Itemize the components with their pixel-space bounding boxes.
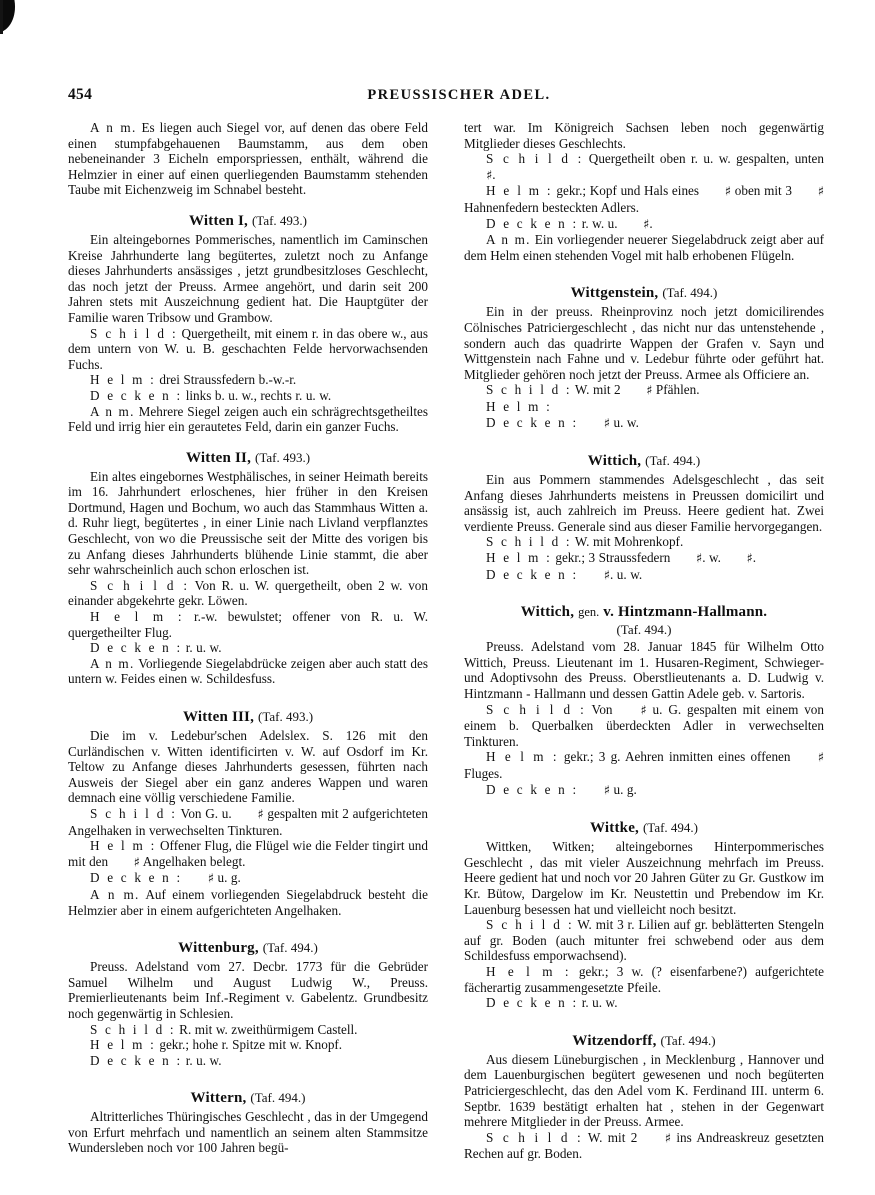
sable-glyph-icon: ♯ (133, 855, 140, 871)
helm-label: H e l m : (486, 183, 553, 199)
schild-text-pre: W. mit 2 (582, 1129, 643, 1145)
entry-helm (464, 399, 824, 415)
helm-text-post: Angelhaken belegt. (139, 853, 246, 869)
right-column (464, 120, 824, 1162)
body-columns (68, 120, 824, 1162)
helm-text: r.-w. bewulstet; offener von R. u. W. quergetheilter Flug. (68, 609, 428, 640)
entry-name: Wittke, (589, 820, 640, 837)
helm-label: H e l m : (486, 398, 552, 414)
anm-text: Mehrere Siegel zeigen auch ein schrägrechtsgetheiltes Feld und irrig hier ein gerautetes Feld, darin ein ganzer Fuchs. (68, 403, 428, 435)
helm-label: H e l m : (486, 550, 552, 566)
entry-body: Aus diesem Lüneburgischen , in Mecklenburg , Hannover und dem Lauenburgischen begütert gewesenen und noch begüterten Patriciergeschlecht, das den Adel vom K. Ferdinand III. unterm 6. Septbr. 1639 bestätigt erhalten hat , stehen in der Gegenwart mehrere Mitglieder in der Preuss. Armee. (464, 1051, 824, 1130)
schild-text-post: u. G. gespalten mit einem von einem b. Querbalken überdeckten Adler in verwechselten Tinkturen. (464, 701, 824, 749)
entry-name: Wittgenstein, (570, 285, 659, 302)
entry-name: Witten III, (182, 709, 255, 725)
decken-text: links b. u. w., rechts r. u. w. (182, 387, 332, 403)
sable-glyph-icon: ♯ (664, 1131, 671, 1147)
schild-label: S c h i l d : (486, 151, 584, 167)
decken-label: D e c k e n : (90, 640, 183, 656)
sable-glyph-icon: ♯ (603, 568, 611, 584)
helm-label: H e l m : (90, 372, 156, 388)
sable-glyph-icon: ♯ (724, 184, 732, 200)
entry-name: Wittich, (520, 604, 575, 621)
entry-decken (464, 567, 824, 584)
anm-paragraph (68, 120, 428, 198)
entry-anm (68, 404, 428, 435)
entry-helm (464, 749, 824, 781)
schild-label: S c h i l d : (486, 382, 572, 398)
entry-body: Ein alteingebornes Pommerisches, namentlich im Caminschen Kreise Jahrhunderte lang begütertes, zuletzt noch zu Anfange dieses Jahrhunderts ansässiges , jetzt grundbesitzloses Geschlecht, das noch jetzt der Preuss. Armee angehört, und darin seit 200 Jahren stets mit Auszeichnung gedient hat. Die Hauptgüter der Familie waren Tribsow und Grambow. (68, 231, 428, 325)
scan-edge-artifact (0, 0, 3, 34)
helm-text-mid: oben mit 3 (731, 183, 796, 199)
entry-heading-witzendorff (464, 1031, 824, 1051)
helm-text: gekr.; 3 w. (? eisenfarbene?) aufgerichtete fächerartig zusammengesetzte Pfeile. (464, 963, 824, 995)
entry-schild (464, 382, 824, 399)
schild-label: S c h i l d : (90, 577, 190, 593)
entry-schild (68, 578, 428, 609)
entry-taf: (Taf. 494.) (642, 820, 699, 836)
anm-text: Auf einem vorliegenden Siegelabdruck besteht die Helmzier aber in einem aufgerichteten Angelhaken. (68, 886, 428, 918)
schild-label: S c h i l d : (486, 534, 572, 550)
entry-decken (464, 415, 824, 432)
entry-schild (68, 1022, 428, 1038)
page-number: 454 (68, 86, 93, 103)
entry-taf: (Taf. 493.) (254, 449, 311, 465)
decken-text: r. u. w. (182, 1052, 222, 1068)
sable-glyph-icon: ♯ (257, 807, 264, 823)
entry-name: Witten I, (188, 212, 249, 229)
sable-glyph-icon: ♯ (640, 703, 647, 719)
entry-decken (464, 995, 824, 1011)
entry-name-alt: v. Hintzmann-Hallmann. (603, 604, 768, 621)
entry-taf: (Taf. 494.) (250, 1090, 306, 1106)
helm-label: H e l m : (90, 609, 184, 625)
entry-heading-witten-ii (68, 448, 428, 468)
sable-glyph-icon: ♯ (695, 551, 703, 567)
entry-body: Preuss. Adelstand vom 27. Decbr. 1773 für die Gebrüder Samuel Wilhelm und August Ludwig W., Preuss. Premierlieutenants beim Inf.-Regiment v. Gabelentz. Grundbesitz noch gegenwärtig in Schlesien. (68, 959, 428, 1021)
entry-name: Wittern, (190, 1090, 247, 1107)
schild-label: S c h i l d : (90, 325, 178, 341)
schild-label: S c h i l d : (486, 1129, 583, 1145)
helm-text-post: Fluges. (464, 766, 503, 781)
helm-text-pre: gekr.; Kopf und Hals eines (552, 183, 703, 199)
continuation-schild (464, 151, 824, 183)
sable-glyph-icon: ♯ (817, 184, 824, 200)
schild-text: W. mit 3 r. Lilien auf gr. beblätterten Stengeln auf gr. Boden (auch mitunter frei schwebend oder aus dem Schildesfuss emporwachsend). (464, 917, 824, 964)
schild-label: S c h i l d : (486, 917, 574, 933)
sable-glyph-icon: ♯ (603, 783, 611, 799)
entry-decken (68, 388, 428, 404)
decken-label: D e c k e n : (486, 781, 579, 797)
entry-name: Witzendorff, (572, 1032, 657, 1049)
helm-label: H e l m : (90, 838, 157, 854)
anm-label: A n m. (486, 232, 531, 248)
anm-label: A n m. (90, 403, 135, 419)
entry-gen-label: gen. (578, 605, 600, 620)
entry-heading-wittke (464, 818, 824, 838)
decken-text-post: . u. w. (610, 566, 643, 582)
schild-text: Von R. u. W. quergetheilt, oben 2 w. von einander abgekehrte gekr. Löwen. (68, 577, 428, 609)
decken-text-post: u. g. (610, 781, 637, 797)
schild-text: W. mit Mohrenkopf. (571, 534, 684, 550)
sable-glyph-icon: ♯ (817, 750, 824, 766)
entry-helm (68, 609, 428, 640)
entry-body: Ein in der preuss. Rheinprovinz noch jetzt domicilirendes Cölnisches Patriciergeschlecht , das nicht nur das untenstehende , sondern auch das quadrirte Wappen der Grafen v. Sayn und Wittgenstein nach Fahne und v. Ledebur führte oder geführt hat. Mitglieder gehören noch jetzt der Preuss. Armee als Officiere an. (464, 304, 824, 382)
entry-name: Wittenburg, (178, 940, 259, 957)
entry-taf: (Taf. 494.) (660, 1032, 716, 1048)
entry-helm (464, 964, 824, 995)
helm-text-pre: gekr.; 3 Straussfedern (551, 550, 674, 566)
entry-anm (68, 887, 428, 918)
sable-glyph-icon: ♯ (207, 871, 215, 887)
entry-schild (464, 1130, 824, 1162)
helm-label: H e l m : (90, 1037, 156, 1053)
entry-heading-witten-i (68, 211, 428, 231)
decken-text-pre: r. w. u. (578, 215, 622, 231)
anm-text: Vorliegende Siegelabdrücke zeigen aber auch statt des untern w. Feides einen w. Schildesfuss. (68, 655, 428, 687)
decken-label: D e c k e n : (486, 566, 579, 582)
entry-body: Die im v. Ledebur'schen Adelslex. S. 126 mit den Curländischen v. Witten identificirten v. W. auf Osdorf im Kr. Teltow zu Anfange dieses Jahrhunderts gesessen, führten nach Ausweis der Siegel aber ein ganz anderes Wappen und waren demnach eine völlig verschiedene Familie. (68, 728, 428, 806)
schild-text-post: Pfählen. (652, 382, 700, 398)
sable-glyph-icon: ♯ (486, 168, 493, 184)
helm-text: gekr.; hohe r. Spitze mit w. Knopf. (155, 1037, 343, 1053)
continuation-helm (464, 183, 824, 215)
entry-taf: (Taf. 494.) (645, 453, 701, 469)
entry-decken (464, 782, 824, 799)
helm-text-mid: . w. (702, 550, 725, 566)
entry-taf: (Taf. 494.) (662, 285, 718, 301)
schild-text-pre: Quergetheilt oben r. u. w. gespalten, unten (583, 151, 825, 167)
decken-text-post: u. g. (214, 870, 241, 886)
schild-label: S c h i l d : (486, 701, 586, 717)
entry-schild (68, 326, 428, 373)
schild-text-post: gespalten mit 2 aufgerichteten Angelhaken in verwechselten Tinkturen. (68, 805, 428, 838)
entry-taf: (Taf. 494.) (616, 622, 672, 638)
entry-schild (464, 702, 824, 750)
schild-text-post: ins Andreaskreuz gesetzten Rechen auf gr. Boden. (464, 1129, 824, 1162)
entry-heading-wittich-hintzmann-hallmann (464, 603, 824, 622)
schild-label: S c h i l d : (90, 805, 178, 821)
entry-helm (68, 838, 428, 870)
continuation-decken (464, 216, 824, 233)
helm-label: H e l m : (486, 963, 571, 979)
continuation-paragraph: tert war. Im Königreich Sachsen leben noch gegenwärtig Mitglieder dieses Geschlechts. (464, 120, 824, 151)
entry-schild (464, 917, 824, 964)
page-header-title: PREUSSISCHER ADEL. (367, 87, 551, 103)
helm-text-post: Hahnenfedern besteckten Adlers. (464, 199, 640, 215)
decken-label: D e c k e n : (486, 215, 579, 231)
decken-label: D e c k e n : (486, 414, 579, 430)
sable-glyph-icon: ♯ (603, 416, 611, 431)
entry-helm (68, 1037, 428, 1053)
sable-glyph-icon: ♯ (643, 217, 650, 233)
entry-anm (68, 656, 428, 687)
sable-glyph-icon: ♯ (646, 383, 653, 399)
entry-body: Altritterliches Thüringisches Geschlecht , das in der Umgegend von Erfurt mehrfach und namentlich an seinem alten Stammsitze Wundersleben noch vor 100 Jahren begü- (68, 1109, 428, 1156)
entry-heading-wittgenstein (464, 283, 824, 303)
schild-text-pre: Von G. u. (177, 805, 236, 821)
schild-label: S c h i l d : (90, 1021, 176, 1037)
helm-text-post: . (752, 550, 757, 566)
entry-body: Ein aus Pommern stammendes Adelsgeschlecht , das seit Anfang dieses Jahrhunderts meistens in Preussen domicilirt und ansässig ist, auch zahlreich im Preuss. Heere gedient hat. Zwei verdiente Preuss. Generale sind aus dieser Familie hervorgegangen. (464, 472, 824, 534)
decken-text: r. u. w. (182, 640, 222, 656)
decken-label: D e c k e n : (90, 870, 183, 886)
entry-heading-wittich (464, 451, 824, 471)
schild-text-post: . (492, 166, 496, 182)
anm-text: Es liegen auch Siegel vor, auf denen das obere Feld einen stumpfabgehauenen Baumstamm, aus dem oben nebeneinander 3 Eicheln emporspriessen, enthält, während die Helmzier in einer auf einen querliegenden Baumstamm stehenden Taube mit Eichenzweig im Schnabel besteht. (68, 120, 428, 198)
helm-text-pre: Offener Flug, die Flügel wie die Felder tingirt und mit den (68, 838, 428, 869)
entry-taf: (Taf. 494.) (262, 940, 318, 956)
decken-text: r. u. w. (578, 995, 618, 1011)
anm-label: A n m. (90, 655, 135, 671)
left-column (68, 120, 428, 1162)
schild-text-pre: W. mit 2 (571, 382, 625, 398)
entry-decken (68, 640, 428, 656)
entry-heading-witten-iii (68, 707, 428, 727)
anm-label: A n m. (90, 886, 140, 902)
decken-label: D e c k e n : (486, 995, 579, 1011)
schild-text: R. mit w. zweithürmigem Castell. (175, 1021, 358, 1037)
decken-text-post: u. w. (610, 414, 639, 430)
entry-helm (464, 550, 824, 567)
entry-body: Ein altes eingebornes Westphälisches, in seiner Heimath bereits im 16. Jahrhundert erloschenes, hier früher in den Kreisen Dortmund, Hagen und Bochum, wo auch das Stammhaus Witten a. d. Ruhr liegt, begütertes , in einer Linie nach Livland verpflanztes Geschlecht, von wo die Preussische seit der Mitte des vorigen bis zu Anfang dieses Jahrhunderts blühende Linie stammt, die aber sehr wahrscheinlich auch schon erloschen ist. (68, 468, 428, 578)
helm-text-pre: gekr.; 3 g. Aehren inmitten eines offenen (558, 749, 796, 765)
anm-label: A n m. (90, 120, 137, 135)
entry-body: Wittken, Witken; alteingebornes Hinterpommerisches Geschlecht , das mit vieler Auszeichnung mehrfach im Preuss. Heere gedient hat und noch vor 20 Jahren Güter zu Gr. Gustkow im Kr. Bütow, Dargelow im Kr. Neustettin und Prebendow im Kr. Lauenburg besessen hat und vielleicht noch besitzt. (464, 839, 824, 917)
schild-text-pre: Von (585, 701, 619, 717)
schild-text: Quergetheilt, mit einem r. in das obere w., aus dem untern von W. u. B. geschachten Felde hervorwachsenden Fuchs. (68, 325, 428, 372)
entry-name: Wittich, (587, 453, 642, 470)
entry-taf: (Taf. 493.) (251, 212, 308, 228)
entry-name: Witten II, (185, 449, 252, 466)
entry-heading-wittenburg (68, 938, 428, 958)
running-head (68, 86, 824, 108)
entry-body: Preuss. Adelstand vom 28. Januar 1845 für Wilhelm Otto Wittich, Preuss. Lieutenant im 1. Husaren-Regiment, Schwieger- und Adoptivsohn des Preuss. Oberstlieutenants a. D. Ludwig v. Hintzmann - Hallmann und dessen Gattin Adele geb. v. Sartoris. (464, 639, 824, 702)
entry-decken (68, 1053, 428, 1069)
entry-helm (68, 372, 428, 388)
decken-label: D e c k e n : (90, 387, 183, 403)
decken-text-post: . (649, 215, 653, 231)
helm-text: drei Straussfedern b.-w.-r. (155, 372, 297, 388)
decken-label: D e c k e n : (90, 1052, 183, 1068)
sable-glyph-icon: ♯ (746, 551, 753, 567)
entry-taf: (Taf. 493.) (258, 709, 314, 724)
entry-decken (68, 870, 428, 887)
anm-text: Ein vorliegender neuerer Siegelabdruck zeigt aber auf dem Helm einen stehenden Vogel mit halb erhobenen Flügeln. (464, 232, 824, 263)
entry-schild (68, 806, 428, 838)
entry-heading-wittern (68, 1088, 428, 1108)
helm-label: H e l m : (486, 749, 559, 765)
continuation-anm (464, 232, 824, 263)
entry-schild (464, 534, 824, 550)
